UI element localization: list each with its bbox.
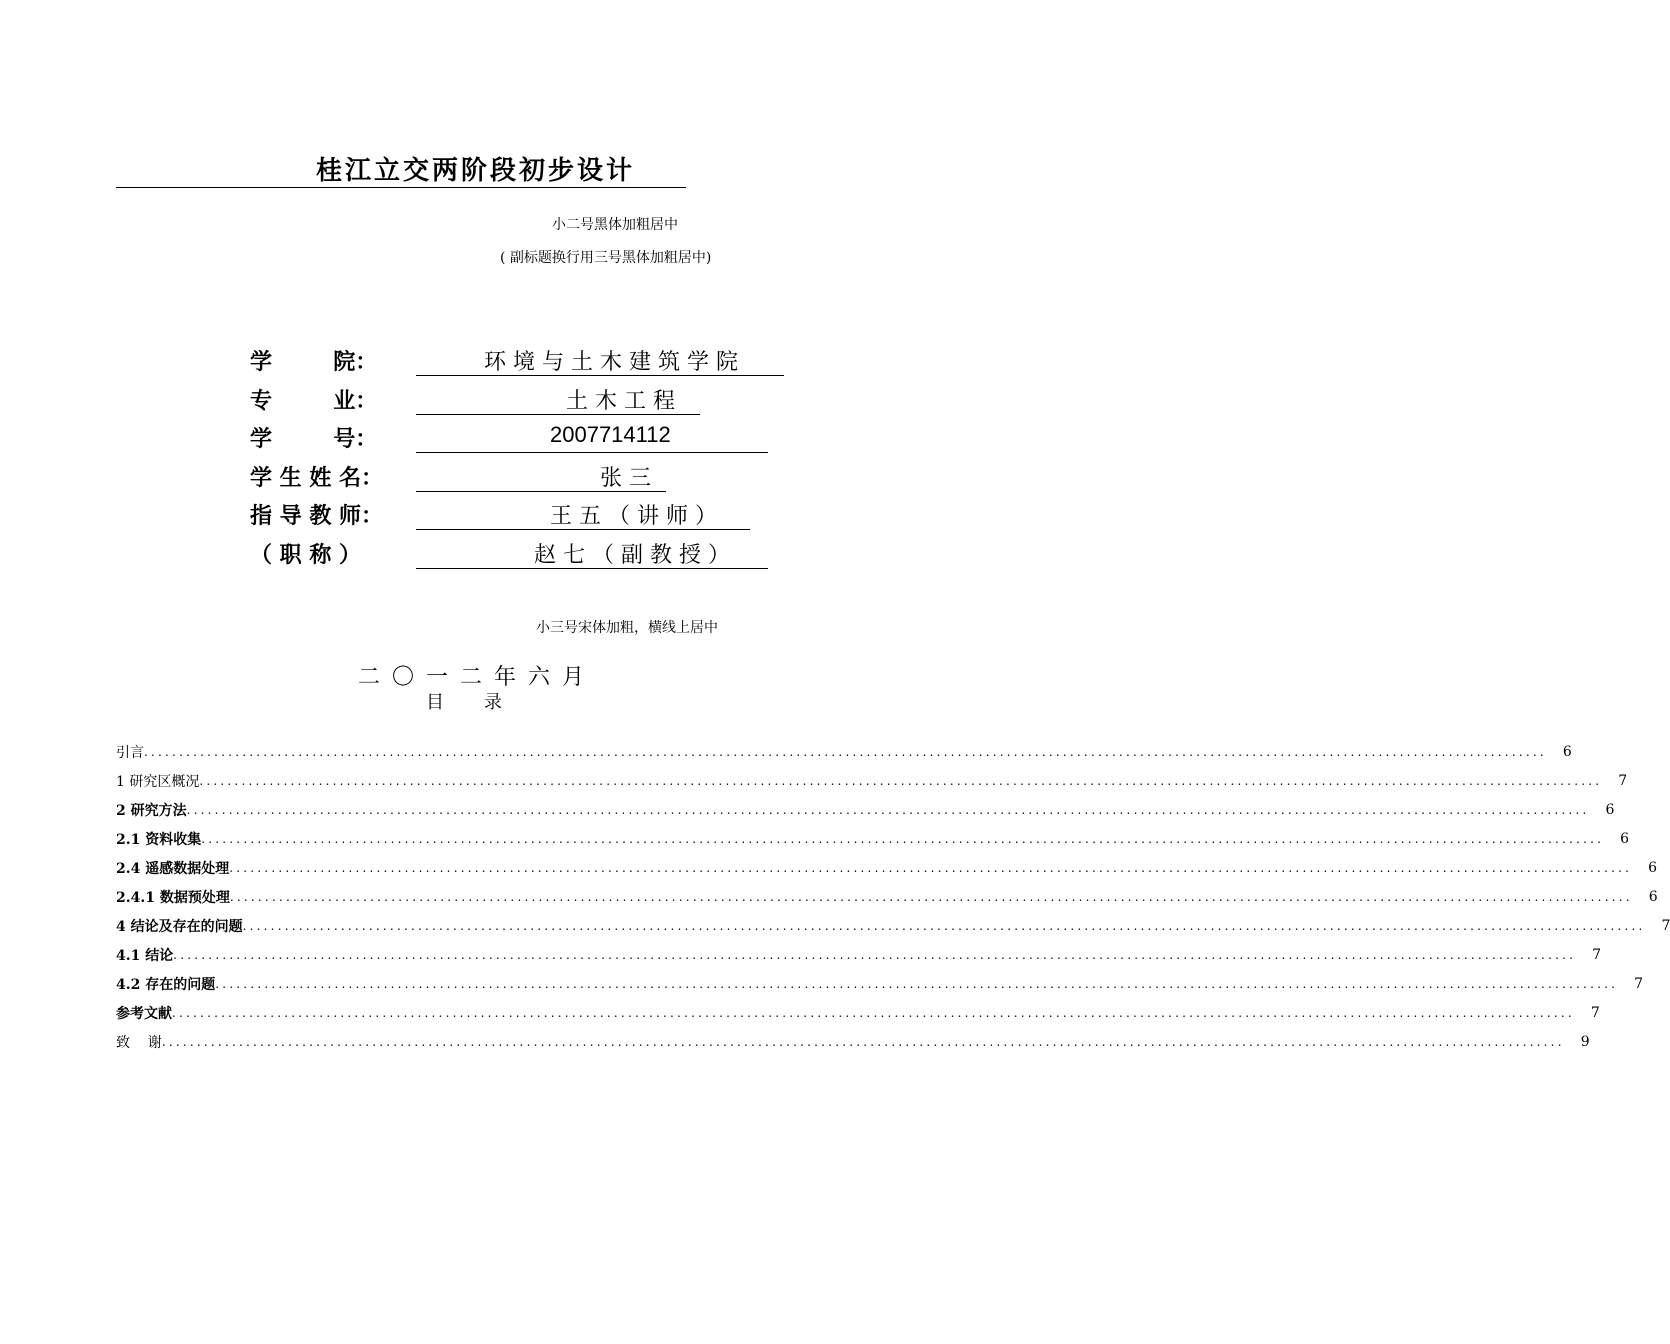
toc-entry-label: 引言 (116, 744, 144, 761)
toc-entry[interactable] (116, 941, 1602, 970)
title-block (116, 150, 686, 188)
toc-heading: 目录 (426, 692, 542, 713)
toc-entry-page: 9 (1580, 1034, 1590, 1051)
toc-entry[interactable] (116, 912, 1670, 941)
info-row-title (250, 538, 810, 577)
toc-entry-page: 7 (1634, 976, 1644, 993)
toc-entry-page: 7 (1592, 947, 1602, 964)
toc-entry[interactable] (116, 1028, 1590, 1057)
info-format-note: 小三号宋体加粗，横线上居中 (536, 620, 718, 636)
info-label: 学 生 姓 名： (250, 465, 383, 491)
info-value-line (416, 345, 784, 376)
toc-dot-leader: ........................................................................................................................................................................................................ (215, 977, 1619, 992)
info-row-advisor (250, 499, 810, 538)
toc-entry-label: 2.4.1 数据预处理 (116, 890, 230, 907)
toc-entry-label: 4.1 结论 (116, 948, 174, 965)
info-label: 学 号： (250, 427, 378, 452)
toc-entry-page: 7 (1590, 1005, 1600, 1022)
toc-dot-leader: ........................................................................................................................................................................................................ (201, 831, 1605, 846)
info-row-major (250, 384, 810, 423)
toc-entry-label: 2.1 资料收集 (116, 831, 202, 848)
info-value: 王 五 （ 讲 师 ） (550, 504, 717, 529)
info-label: （ 职 称 ） (250, 542, 361, 568)
toc-dot-leader: ........................................................................................................................................................................................................ (199, 773, 1603, 788)
toc-entry[interactable] (116, 853, 1658, 882)
info-value: 赵 七 （ 副 教 授 ） (534, 542, 730, 568)
toc-entry-page: 6 (1620, 830, 1630, 847)
info-value: 张 三 (600, 465, 651, 491)
toc-entry-page: 6 (1562, 743, 1572, 760)
toc-dot-leader: ........................................................................................................................................................................................................ (173, 948, 1577, 963)
info-row-student-id (250, 422, 810, 461)
toc-entry-page: 7 (1618, 772, 1628, 789)
info-value-line (416, 422, 768, 453)
toc-entry-page: 6 (1648, 889, 1658, 906)
toc-entry[interactable] (116, 766, 1628, 795)
table-of-contents (116, 737, 1670, 1057)
toc-entry-label: 2 研究方法 (116, 802, 187, 819)
info-label: 指 导 教 师： (250, 504, 383, 529)
document-title: 桂江立交两阶段初步设计 (316, 156, 636, 186)
toc-entry-label: 2.4 遥感数据处理 (116, 860, 230, 877)
toc-entry-page: 6 (1648, 859, 1658, 876)
toc-entry[interactable] (116, 737, 1572, 766)
info-value: 2007714112 (550, 422, 671, 447)
toc-entry-label: 致 谢 (116, 1035, 162, 1052)
toc-entry-page: 6 (1605, 801, 1615, 818)
info-value-line (416, 461, 666, 492)
toc-entry-label: 参考文献 (116, 1006, 172, 1023)
info-row-name (250, 461, 810, 500)
toc-dot-leader: ........................................................................................................................................................................................................ (186, 802, 1590, 817)
toc-dot-leader: ........................................................................................................................................................................................................ (172, 1006, 1575, 1021)
toc-dot-leader: ........................................................................................................................................................................................................ (229, 890, 1633, 905)
title-format-note: 小二号黑体加粗居中 (552, 217, 678, 233)
toc-dot-leader: ........................................................................................................................................................................................................ (229, 860, 1633, 875)
toc-entry[interactable] (116, 970, 1644, 999)
toc-entry[interactable] (116, 795, 1615, 824)
title-underline (116, 187, 686, 188)
toc-entry-label: 4 结论及存在的问题 (116, 919, 243, 936)
toc-entry-label: 4.2 存在的问题 (116, 977, 216, 994)
info-value: 土 木 工 程 (566, 388, 675, 414)
info-label: 专 业： (250, 388, 378, 414)
info-value-line (416, 499, 750, 530)
info-value: 环 境 与 土 木 建 筑 学 院 (484, 350, 738, 375)
info-label: 学 院： (250, 350, 378, 375)
info-row-college (250, 345, 810, 384)
info-value-line (416, 384, 700, 415)
toc-dot-leader: ........................................................................................................................................................................................................ (144, 744, 1547, 759)
toc-entry[interactable] (116, 999, 1600, 1028)
info-value-line (416, 538, 768, 569)
student-info (250, 345, 810, 576)
toc-entry-label: 1 研究区概况 (116, 773, 200, 790)
date: 二〇一二年六月 (358, 665, 597, 690)
toc-entry-page: 7 (1661, 918, 1670, 935)
toc-dot-leader: ........................................................................................................................................................................................................ (161, 1035, 1565, 1050)
subtitle-format-note: ( 副标题换行用三号黑体加粗居中) (500, 250, 712, 266)
toc-entry[interactable] (116, 824, 1630, 853)
toc-dot-leader: ........................................................................................................................................................................................................ (242, 919, 1646, 934)
toc-entry[interactable] (116, 882, 1658, 911)
